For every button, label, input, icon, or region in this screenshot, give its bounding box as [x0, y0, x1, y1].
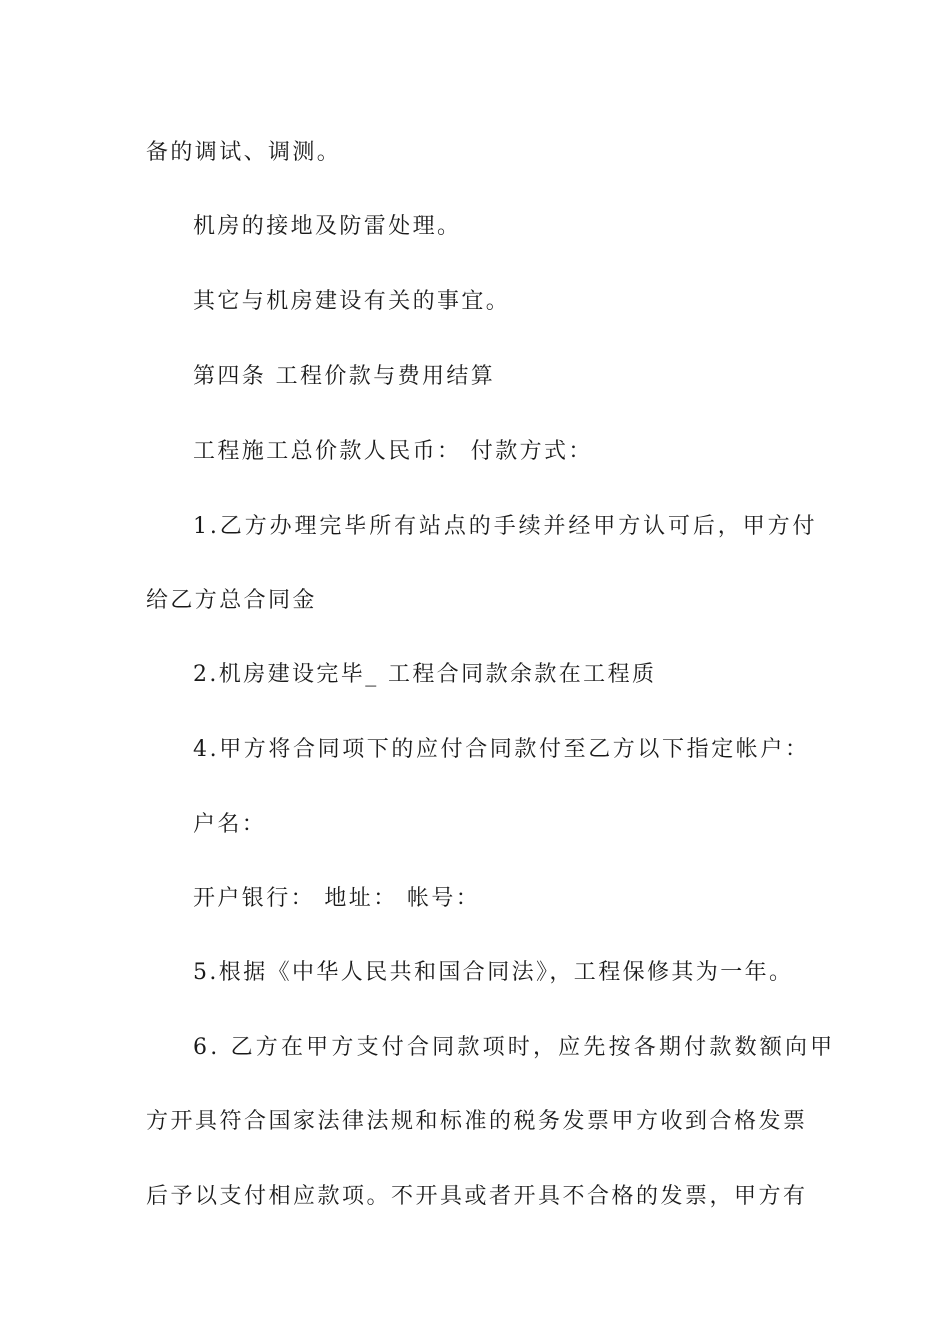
text-line-total-price: 工程施工总价款人民币： 付款方式： [193, 439, 593, 464]
text-line-grounding: 机房的接地及防雷处理。 [193, 214, 462, 239]
text-line-other-matters: 其它与机房建设有关的事宜。 [193, 289, 511, 314]
clause-1-line-2: 给乙方总合同金 [146, 588, 317, 613]
clause-2: 2.机房建设完毕_ 工程合同款余款在工程质 [193, 662, 657, 687]
clause-4: 4.甲方将合同项下的应付合同款付至乙方以下指定帐户： [193, 737, 810, 762]
clause-1-line-1: 1.乙方办理完毕所有站点的手续并经甲方认可后，甲方付 [193, 514, 818, 539]
bank-details-line: 开户银行： 地址： 帐号： [193, 886, 481, 911]
text-line-continuation-debugging: 备的调试、调测。 [146, 140, 342, 165]
account-name-line: 户名： [193, 812, 267, 837]
clause-6-line-1: 6. 乙方在甲方支付合同款项时，应先按各期付款数额向甲 [193, 1035, 836, 1060]
clause-5: 5.根据《中华人民共和国合同法》，工程保修其为一年。 [193, 960, 794, 985]
clause-6-line-2: 方开具符合国家法律法规和标准的税务发票甲方收到合格发票 [146, 1109, 808, 1134]
clause-6-line-3: 后予以支付相应款项。不开具或者开具不合格的发票，甲方有 [146, 1184, 808, 1209]
article-four-heading: 第四条 工程价款与费用结算 [193, 364, 496, 389]
